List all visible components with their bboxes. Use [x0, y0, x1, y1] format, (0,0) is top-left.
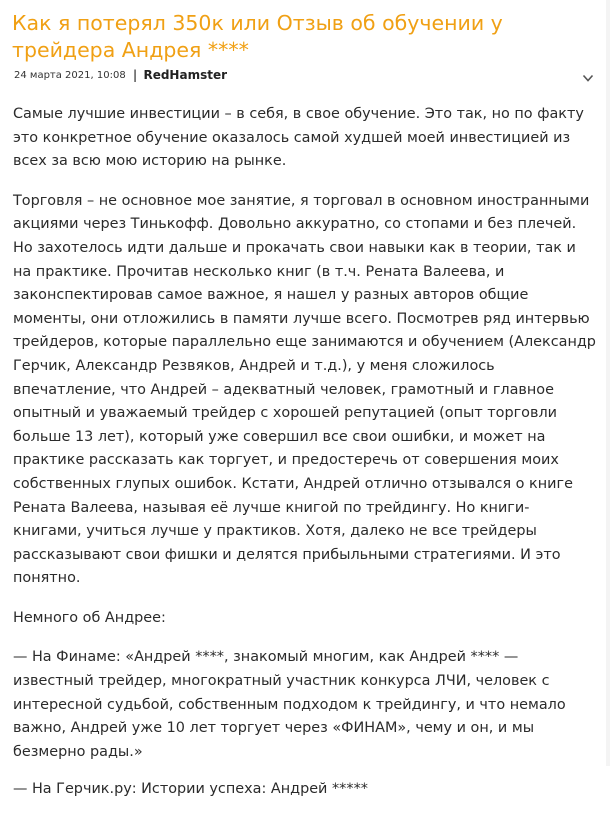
paragraph-finam-quote: — На Финаме: «Андрей ****, знакомый многим, как Андрей **** — известный трейдер, многократный участник конкурса ЛЧИ, человек с интересной судьбой, собственным подходом к трейдингу, и что немало важно, Андрей уже 10 лет торгует через «ФИНАМ», чему и он, и мы безмерно рады.» — [13, 649, 566, 760]
meta-separator: | — [132, 68, 138, 82]
scrollbar[interactable] — [606, 0, 610, 766]
paragraph-intro: Самые лучшие инвестиции – в себя, в свое обучение. Это так, но по факту это конкретное обучение оказалось самой худшей моей инвестицией из всех за всю мою историю на рынке. — [13, 106, 584, 170]
chevron-down-icon[interactable] — [582, 72, 594, 84]
paragraph-gerchik: — На Герчик.ру: Истории успеха: Андрей ***** — [13, 781, 368, 798]
author-link[interactable]: RedHamster — [143, 68, 228, 82]
paragraph-about-heading: Немного об Андрее: — [13, 609, 166, 626]
post-date: 24 марта 2021, 10:08 — [14, 69, 126, 81]
paragraph-background: Торговля – не основное мое занятие, я торговал в основном иностранными акциями через Тинькофф. Довольно аккуратно, со стопами и без плечей. Но захотелось идти дальше и прокачать свои навыки как в теории, так и на практике. Прочитав несколько книг (в т.ч. Рената Валеева, и законспектировав самое важное, я нашел у разных авторов общие моменты, они отложились в памяти лучше всего. Посмотрев ряд интервью трейдеров, которые параллельно еще занимаются и обучением (Александр Герчик, Александр Резвяков, Андрей и т.д.), у меня сложилось впечатление, что Андрей – адекватный человек, грамотный и главное опытный и уважаемый трейдер с хорошей репутацией (опыт торговли больше 13 лет), который уже совершил все свои ошибки, и может на практике рассказать как торгует, и предостеречь от совершения моих собственных глупых ошибок. Кстати, Андрей отлично отзывался о книге Рената Валеева, называя её лучше книгой по трейдингу. Но книги-книгами, учиться лучше у практиков. Хотя, далеко не все трейдеры рассказывают свои фишки и делятся прибыльными стратегиями. И это понятно. — [13, 192, 596, 587]
article-body — [13, 103, 597, 816]
article-meta — [14, 68, 594, 86]
article-title: Как я потерял 350к или Отзыв об обучении у трейдера Андрея **** — [12, 11, 503, 62]
